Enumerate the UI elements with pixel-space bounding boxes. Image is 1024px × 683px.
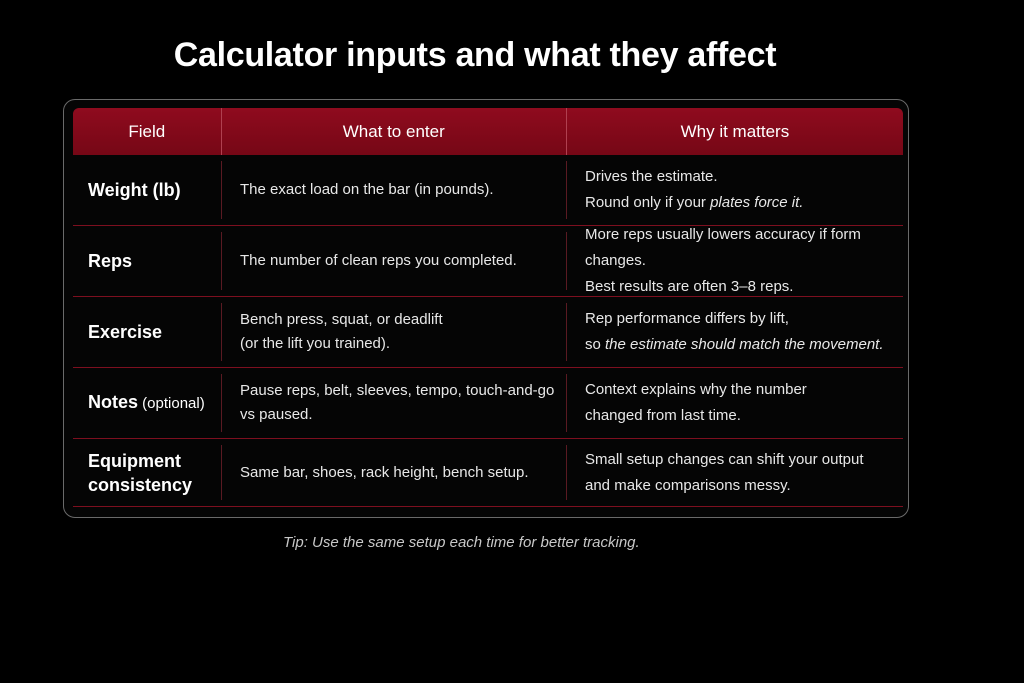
field-name: Exercise (88, 322, 163, 342)
why-it-matters: Rep performance differs by lift, so the estimate should match the movement. (566, 303, 903, 361)
header-what-to-enter: What to enter (222, 108, 567, 155)
what-to-enter: Bench press, squat, or deadlift (or the lift you trained). (221, 303, 566, 361)
field-name: Reps (88, 251, 133, 271)
what-to-enter: Pause reps, belt, sleeves, tempo, touch-and-go vs paused. (221, 374, 566, 432)
header-field: Field (73, 108, 222, 155)
table-header (73, 108, 903, 155)
inputs-table (73, 108, 903, 507)
field-name: Equipment consistency (88, 450, 193, 495)
why-it-matters: More reps usually lowers accuracy if form changes. Best results are often 3–8 reps. (566, 232, 903, 290)
header-why-it-matters: Why it matters (680, 121, 790, 141)
table-row (73, 368, 903, 439)
table-body (73, 155, 903, 507)
page-title: Calculator inputs and what they affect (173, 36, 777, 74)
what-to-enter: The exact load on the bar (in pounds). (221, 161, 566, 219)
why-it-matters: Small setup changes can shift your output and make comparisons messy. (566, 445, 903, 500)
field-name: Weight (lb) (88, 180, 181, 200)
tip-text: Tip: Use the same setup each time for better tracking. (283, 534, 640, 551)
field-name: Notes (optional) (88, 392, 205, 412)
what-to-enter: Same bar, shoes, rack height, bench setup. (221, 445, 566, 500)
why-it-matters: Drives the estimate. Round only if your plates force it. (566, 161, 903, 219)
what-to-enter: The number of clean reps you completed. (221, 232, 566, 290)
why-it-matters: Context explains why the number changed from last time. (566, 374, 903, 432)
table-row (73, 226, 903, 297)
table-row (73, 297, 903, 368)
inputs-table-card (63, 99, 909, 518)
table-row (73, 439, 903, 507)
table-row (73, 155, 903, 226)
field-note: (optional) (138, 395, 205, 412)
